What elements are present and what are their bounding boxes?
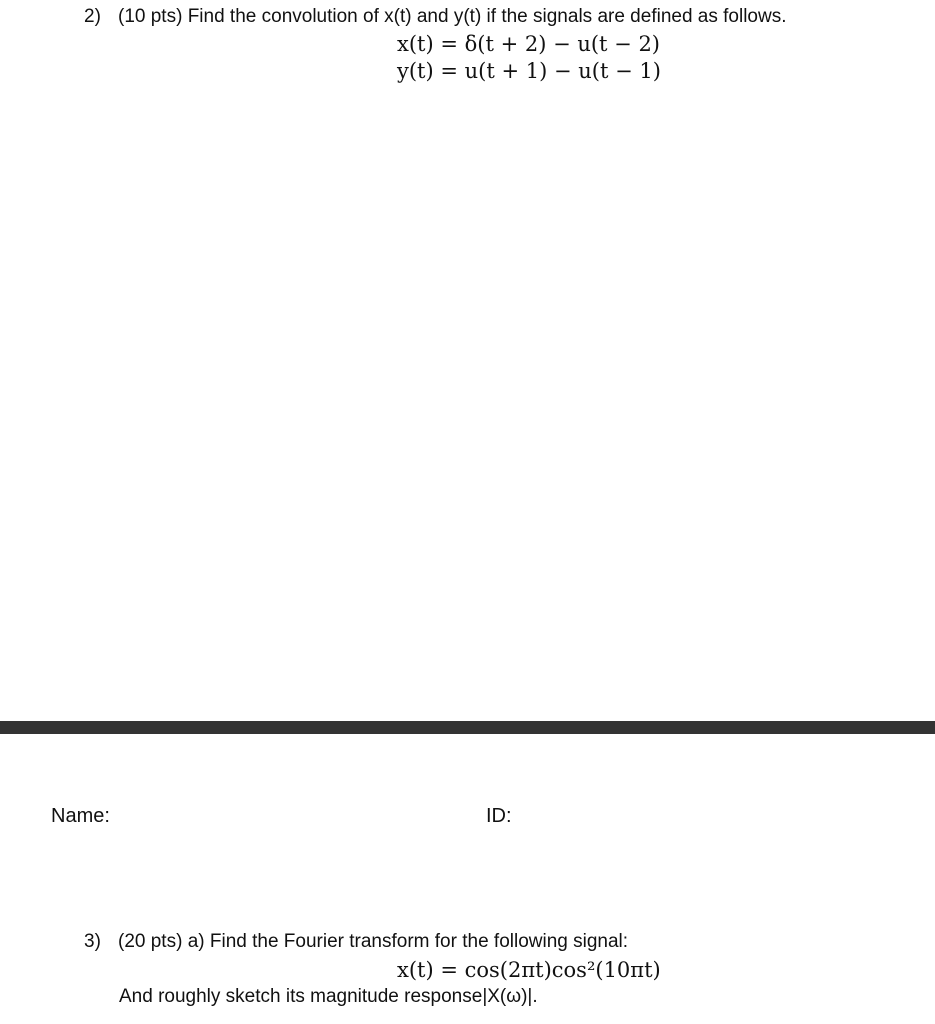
question-3-number: 3) xyxy=(84,931,101,952)
question-2-header xyxy=(84,6,787,28)
name-label: Name: xyxy=(51,805,110,827)
question-2-prompt: (10 pts) Find the convolution of x(t) and y(t) if the signals are defined as follows. xyxy=(118,6,787,27)
id-label: ID: xyxy=(486,805,512,827)
question-3-prompt: (20 pts) a) Find the Fourier transform for the following signal: xyxy=(118,931,629,952)
equation-y: y(t) = u(t + 1) − u(t − 1) xyxy=(397,59,661,83)
question-3-instruction: And roughly sketch its magnitude response|X(ω)|. xyxy=(119,986,538,1007)
page-divider xyxy=(0,721,935,734)
question-3-header xyxy=(84,931,628,953)
equation-x: x(t) = δ(t + 2) − u(t − 2) xyxy=(397,32,660,56)
question-2-number: 2) xyxy=(84,6,101,27)
equation-fourier-signal: x(t) = cos(2πt)cos²(10πt) xyxy=(397,958,661,982)
